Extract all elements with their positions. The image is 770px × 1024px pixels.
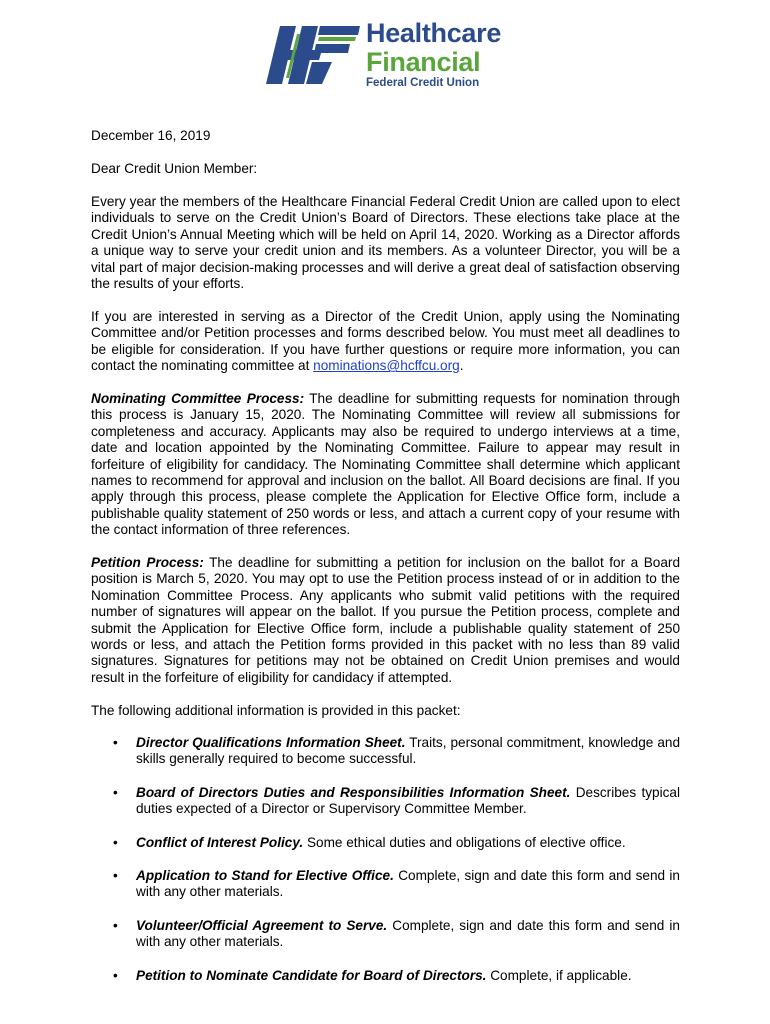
- list-item-text: Complete, sign and date this form and send in with any other materials.: [136, 868, 680, 900]
- list-item-title: Conflict of Interest Policy.: [136, 834, 304, 850]
- list-item-title: Director Qualifications Information Sheet.: [136, 735, 406, 750]
- list-item-text: Describes typical duties expected of a Director or Supervisory Committee Member.: [136, 784, 680, 817]
- bullet-icon: •: [113, 834, 118, 850]
- petition-paragraph: [91, 555, 680, 686]
- bullet-icon: •: [113, 917, 118, 933]
- list-item-text: Some ethical duties and obligations of elective office.: [303, 834, 626, 850]
- list-item-text: Complete, sign and date this form and send in with any other materials.: [136, 917, 680, 950]
- petition-text: The deadline for submitting a petition for inclusion on the ballot for a Board position is March 5, 2020. You may opt to use the Petition process instead of or in addition to the Nomination Committee Process. Any applicants who submit valid petitions with the required number of signatures will appear on the ballot. If you pursue the Petition process, complete and submit the Application for Elective Office form, include a publishable quality statement of 250 words or less, and attach the Petition forms provided in this packet with no less than 89 valid signatures. Signatures for petitions may not be obtained on Credit Union premises and would result in the forfeiture of eligibility for candidacy if attempted.: [91, 555, 681, 685]
- nominating-committee-paragraph: [91, 391, 680, 539]
- letter-date: December 16, 2019: [91, 128, 211, 143]
- nominations-email-link[interactable]: nominations@hcffcu.org: [313, 358, 460, 374]
- list-item: [91, 735, 680, 768]
- logo-name-line1: Healthcare: [366, 18, 502, 48]
- list-item-title: Petition to Nominate Candidate for Board of Directors.: [136, 967, 487, 983]
- bullet-icon: •: [113, 967, 118, 983]
- apply-paragraph-end: .: [459, 358, 464, 374]
- list-item-title: Application to Stand for Elective Office.: [136, 868, 394, 884]
- list-item-text: Traits, personal commitment, knowledge and skills generally required to become successful.: [136, 735, 681, 767]
- hf-monogram-logo-icon: [262, 22, 362, 88]
- list-item: [91, 868, 680, 901]
- list-item: [91, 785, 680, 818]
- nominating-committee-heading: Nominating Committee Process:: [91, 391, 305, 406]
- apply-paragraph-text: If you are interested in serving as a Director of the Credit Union, apply using the Nominating Committee and/or Petition processes and forms described below. You must meet all deadlines to be eligible for consideration. If you have further questions or require more information, you can contact the nominating committee at: [91, 309, 680, 374]
- list-item-text: Complete, if applicable.: [486, 967, 632, 983]
- list-item: [91, 835, 680, 851]
- list-item: [91, 918, 680, 951]
- intro-paragraph: Every year the members of the Healthcare Financial Federal Credit Union are called upon to elect individuals to serve on the Credit Union’s Board of Directors. These elections take place at the Credit Union’s Annual Meeting which will be held on April 14, 2020. Working as a Director affords a unique way to serve your credit union and its members. As a volunteer Director, you will be a vital part of major decision-making processes and will derive a great deal of satisfaction observing the results of your efforts.: [91, 194, 680, 292]
- list-item-title: Board of Directors Duties and Responsibilities Information Sheet.: [136, 784, 571, 800]
- packet-info-intro: The following additional information is provided in this packet:: [91, 703, 461, 718]
- list-item-title: Volunteer/Official Agreement to Serve.: [136, 917, 388, 933]
- petition-heading: Petition Process:: [91, 555, 204, 570]
- logo-name-line3: Federal Credit Union: [366, 77, 480, 89]
- salutation: Dear Credit Union Member:: [91, 161, 258, 176]
- list-item: [91, 968, 680, 984]
- bullet-icon: •: [113, 784, 118, 800]
- hcffcu-logo: [262, 18, 512, 94]
- nominating-committee-text: The deadline for submitting requests for nomination through this process is January 15, 2020. The Nominating Committee will review all submissions for completeness and accuracy. Applicants may also be required to undergo interviews at a time, date and location appointed by the Nominating Committee. Failure to appear may result in forfeiture of eligibility for candidacy. The Nominating Committee shall determine which applicant names to recommend for approval and inclusion on the ballot. All Board decisions are final. If you apply through this process, please complete the Application for Elective Office form, include a publishable quality statement of 250 words or less, and attach a current copy of your resume with the contact information of three references.: [91, 391, 680, 538]
- logo-name-line2: Financial: [366, 47, 481, 77]
- packet-contents-list: [91, 735, 680, 1001]
- bullet-icon: •: [113, 735, 118, 750]
- apply-paragraph: [91, 309, 680, 375]
- bullet-icon: •: [113, 868, 118, 884]
